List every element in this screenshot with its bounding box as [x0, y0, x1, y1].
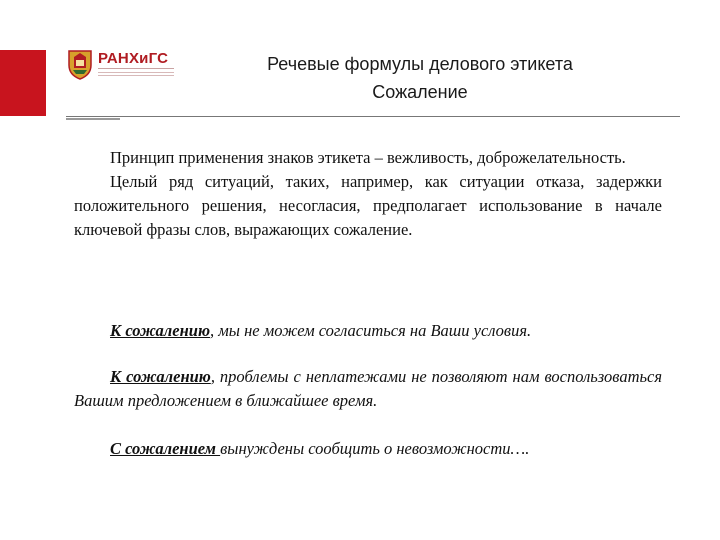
- example-keyword: К сожалению: [110, 367, 211, 386]
- paragraph: Принцип применения знаков этикета – вежливость, доброжелательность.: [110, 148, 626, 167]
- page-title: [200, 50, 640, 106]
- example-text: вынуждены сообщить о невозможности….: [220, 439, 530, 458]
- logo-subtitle: [98, 68, 174, 79]
- logo-text: РАНХиГС: [98, 50, 169, 67]
- example-text: , проблемы с неплатежами не позволяют нам воспользоваться Вашим предложением в ближайшее время.: [74, 367, 662, 410]
- logo: [66, 48, 176, 82]
- header-divider-accent: [66, 118, 120, 120]
- example-keyword: С сожалением: [110, 439, 221, 458]
- emblem-icon: [66, 48, 94, 80]
- example-sentence: [74, 365, 662, 413]
- accent-bar: [0, 50, 46, 116]
- example-text: , мы не можем согласиться на Ваши условия.: [209, 321, 532, 340]
- example-sentence: [74, 437, 662, 461]
- title-line-1: Речевые формулы делового этикета: [267, 54, 573, 74]
- main-text: [74, 146, 662, 242]
- paragraph: Целый ряд ситуаций, таких, например, как ситуации отказа, задержки положительного решения, несогласия, предполагает использование в начале ключевой фразы слов, выражающих сожаление.: [74, 172, 662, 239]
- example-keyword: К сожалению: [110, 321, 210, 340]
- example-sentence: [74, 319, 662, 343]
- title-line-2: Сожаление: [372, 82, 468, 102]
- header-divider: [66, 116, 680, 117]
